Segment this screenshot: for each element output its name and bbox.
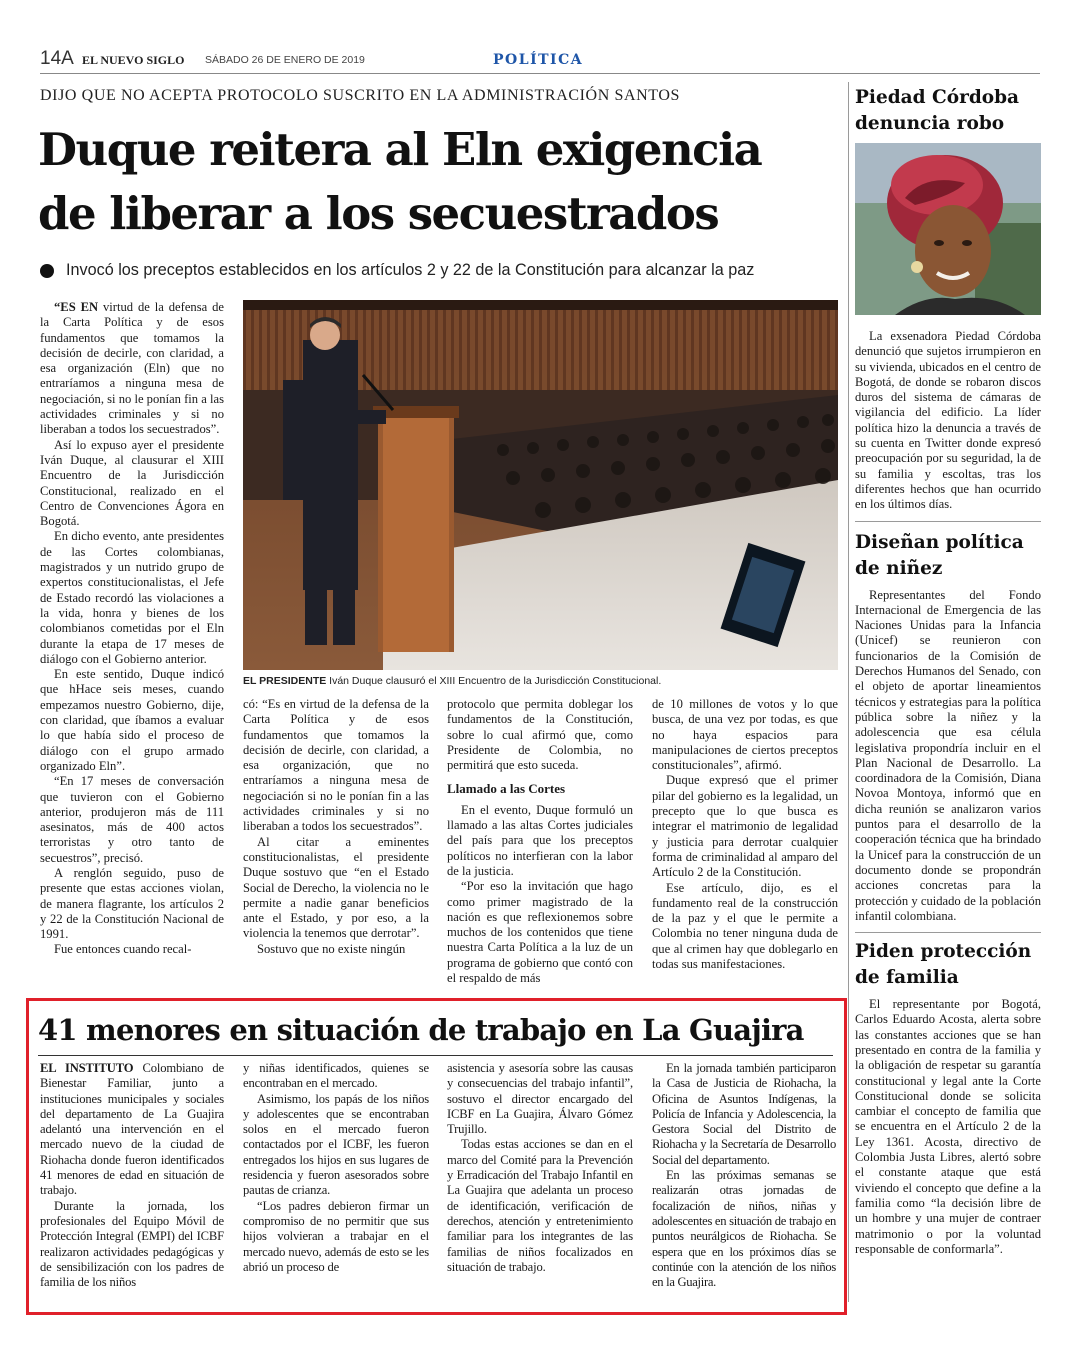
paragraph: Durante la jornada, los profesionales del Equipo Móvil de Protección Integral (EMPI) del ICBF realizaron actividades pedagógicas y de sensibilización con los padres de familia de los niños [40,1198,224,1290]
paragraph: “En 17 meses de conversación que tuvieron con el Gobierno anterior, produjeron más de 111 asesinatos, más de 400 actos terroristas y otro tanto de secuestros”, precisó. [40,774,224,865]
subheadline: Invocó los preceptos establecidos en los artículos 2 y 22 de la Constitución para alcanzar la paz [66,261,755,279]
sidebar [855,85,1041,1257]
paragraph: Asimismo, los papás de los niños y adolescentes que se encontraban solos en el mercado fueron contactados por el ICBF, les fueron entregados los hijos en sus lugares de residencia y fueron asesorados sobre pautas de crianza. [243,1091,429,1198]
sidebar-headline-1: Piedad Córdoba denuncia robo [855,87,1020,134]
page-header [40,48,1040,74]
headline [38,118,838,246]
piedad-cordoba-portrait [855,143,1041,315]
paragraph: En dicho evento, ante presidentes de las Cortes colombianas, magistrados y un nutrido grupo de expertos constitucionalistas, el Jefe de Estado recordó las violaciones a la vida, honra y bienes de los colombianos cometidas por el Eln durante la etapa de 17 meses de diálogo con el Gobierno anterior. [40,529,224,666]
paragraph: Fue entonces cuando recal- [54,942,192,957]
main-photo [243,300,838,670]
issue-date: SÁBADO 26 DE ENERO DE 2019 [205,54,365,66]
paragraph: virtud de la defensa de la Carta Política y de esos fundamentos que tomamos la decisión de decirle, con claridad, a esa organización (Eln) que no entraríamos a ninguna mesa de negociación, si no le ponían fin a las actividades criminales y si no liberaban a todos los secuestrados”. [40,300,224,437]
paragraph: Duque expresó que el primer pilar del gobierno es la legalidad, un precepto que lo que busca es integrar el matrimonio de legalidad y justicia para derrotar cualquier forma de criminalidad al amparo del Artículo 2 de la Constitución. [652,773,838,880]
portrait-photo [855,143,1041,315]
conference-photo [243,300,838,670]
section-label: POLÍTICA [493,52,584,68]
paragraph: A renglón seguido, puso de presente que estas acciones violan, de manera flagrante, los artículos 2 y 22 de la Constitución Nacional de 1991. [40,865,224,942]
main-column-1 [40,300,224,958]
paragraph: “Los padres debieron firmar un compromiso de no permitir que sus hijos volvieran a trabajar en el mercado nuevo, además de esto se les abrió un proceso de [243,1198,429,1274]
paragraph: có: “Es en virtud de la defensa de la Carta Política y de esos fundamentos que tomamos la decisión de decirle, con claridad, a esa organización, que no entraríamos a ninguna mesa de negociación si no le ponían fin a las actividades criminales y si no liberaban a todos los secuestrados”. [243,697,429,834]
paragraph: La exsenadora Piedad Córdoba denunció que sujetos irrumpieron en su vivienda, ubicados en el centro de Bogotá, de donde se robaron discos duros del sistema de cámaras de vigilancia del edificio. La líder política hizo la denuncia a través de su cuenta en Twitter donde expresó preocupación por su seguridad, la de su familia y escoltas, tras los diferentes hechos que han ocurrido en los últimos días. [855,329,1041,512]
caption-text: Iván Duque clausuró el XIII Encuentro de la Jurisdicción Constitucional. [326,675,662,687]
lead-cap: EL INSTITUTO [40,1061,134,1075]
guajira-column-2 [243,1061,429,1275]
sidebar-story-3 [855,997,1041,1257]
paragraph: “Por eso la invitación que hago como primer magistrado de la nación es que reflexionemos sobre muchos de los contenidos que tiene nuestra Carta Política a la luz de un programa de gobierno que contó con el respaldo de más [447,879,633,986]
kicker: DIJO QUE NO ACEPTA PROTOCOLO SUSCRITO EN LA ADMINISTRACIÓN SANTOS [40,87,681,104]
guajira-rule [38,1055,833,1056]
sidebar-rule [855,932,1041,933]
guajira-column-4 [652,1061,836,1290]
header-rule [40,73,1040,74]
paragraph: asistencia y asesoría sobre las causas y consecuencias del trabajo infantil”, sostuvo el director encargado del ICBF en La Guajira, Álvaro Gómez Trujillo. [447,1061,633,1137]
guajira-headline: 41 menores en situación de trabajo en La Guajira [38,1013,804,1047]
paragraph: El representante por Bogotá, Carlos Eduardo Acosta, alerta sobre las constantes acciones que se han presentado en contra de la familia y la obligación de respetar su garantía constitucional y legal ante la Corte Constitucional donde se solicita cambiar el concepto de familia que se encuentra en el Artículo 2 de la Ley 1361. Acosta, directivo de Colombia Justa Libres, alertó sobre el constante ataque que está viviendo el concepto que define a la familia como “la decisión libre de un hombre y una mujer de contraer matrimonio o por la voluntad responsable de conformarla”. [855,997,1041,1256]
photo-caption [243,675,843,687]
sidebar-headline-3: Piden protección de familia [855,941,1032,989]
main-column-2 [243,697,429,957]
paragraph: protocolo que permita doblegar los fundamentos de la Constitución, sobre lo cual afirmó que, como Presidente de Colombia, no permitirá que esto suceda. [447,697,633,773]
paragraph: Al citar a eminentes constitucionalistas, el presidente Duque sostuvo que “en el Estado Social de Derecho, la violencia no le permite a nadie ganar beneficios ante el Estado, y por eso, a la violencia la tenemos que derrotar”. [243,834,429,941]
paragraph: En el evento, Duque formuló un llamado a las altas Cortes judiciales del país para que los preceptos políticos no interfieran con la labor de la justicia. [447,802,633,878]
sidebar-headline-2: Diseñan política de niñez [855,531,1024,579]
paragraph: de 10 millones de votos y lo que busca, de una vez por todas, es que no haya espacios para manipulaciones de ciertos preceptos constitucionales”, afirmó. [652,697,838,773]
bullet-icon [40,264,54,278]
crosshead: Llamado a las Cortes [447,781,566,797]
main-column-3 [447,697,633,986]
paragraph: Ese artículo, dijo, es el fundamento real de la construcción de la paz y el que le permite a Colombia no tener ninguna duda de que al crimen hay que doblegarlo en todas sus manifestaciones. [652,880,838,972]
paragraph: Así lo expuso ayer el presidente Iván Duque, al clausurar el XIII Encuentro de la Jurisdicción Constitucional, realizado en el Centro de Convenciones Ágora en Bogotá. [40,437,224,529]
lead-cap: “ES EN [54,300,99,314]
sidebar-story-2 [855,588,1041,925]
sidebar-rule [855,521,1041,522]
headline-line-2: de liberar a los secuestrados [38,187,719,240]
paragraph: En las próximas semanas se realizarán otras jornadas de focalización de niños, niñas y adolescentes en situación de trabajo en puntos neurálgicos de Riohacha. Se espera que en los próximos días se continúe con la atención de los niños en la Guajira. [652,1168,836,1290]
paragraph: En la jornada también participaron la Casa de Justicia de Riohacha, la Oficina de Asuntos Indígenas, la Policía de Infancia y Adolescencia, la Gestora Social del Distrito de Riohacha y la Secretaría de Desarrollo Social del departamento. [652,1061,836,1167]
sidebar-story-1 [855,329,1041,513]
guajira-column-1 [40,1061,224,1290]
paragraph: Sostuvo que no existe ningún [257,941,406,956]
paragraph: y niñas identificados, quienes se encontraban en el mercado. [243,1061,429,1091]
main-column-4 [652,697,838,972]
guajira-column-3 [447,1061,633,1275]
paragraph: En este sentido, Duque indicó que hHace seis meses, cuando empezamos nuestro Gobierno, dije, con claridad, que íbamos a evaluar lo que había sido el proceso de diálogo con el grupo armado organizado Eln”. [40,667,224,773]
sidebar-divider [848,82,849,1302]
headline-line-1: Duque reitera al Eln exigencia [38,123,762,176]
page-number: 14A [40,48,74,69]
paragraph: Colombiano de Bienestar Familiar, junto a instituciones municipales y sociales del departamento de La Guajira adelantó una intervención en el mercado nuevo de la ciudad de Riohacha donde fueron identificados 41 menores de edad en situación de trabajo. [40,1061,224,1198]
caption-lead: EL PRESIDENTE [243,675,327,687]
paragraph: Representantes del Fondo Internacional de Emergencia de las Naciones Unidas para la Infancia (Unicef) se reunieron con funcionarios de la Comisión de Derechos Humanos del Senado, con el objeto de aportar lineamientos técnicos y estrategias para la política pública sobre la niñez y la adolescencia que esa célula legislativa propondría incluir en el Plan Nacional de Desarrollo. La coordinadora de la Comisión, Diana Novoa Montoya, informó que en dicha reunión se analizaron varios puntos para el desarrollo de la cooperación técnica que ha brindado la Unicef para la construcción de un documento donde se propondrán acciones concretas para la protección y cuidado de la población infantil colombiana. [855,587,1041,923]
paragraph: Todas estas acciones se dan en el marco del Comité para la Prevención y Erradicación del Trabajo Infantil en La Guajira que adelanta un proceso de identificación, verificación de derechos, atención y entretenimiento familiar para los integrantes de las familias de niños focalizados en situación de trabajo. [447,1137,633,1274]
paper-name: EL NUEVO SIGLO [82,53,185,67]
